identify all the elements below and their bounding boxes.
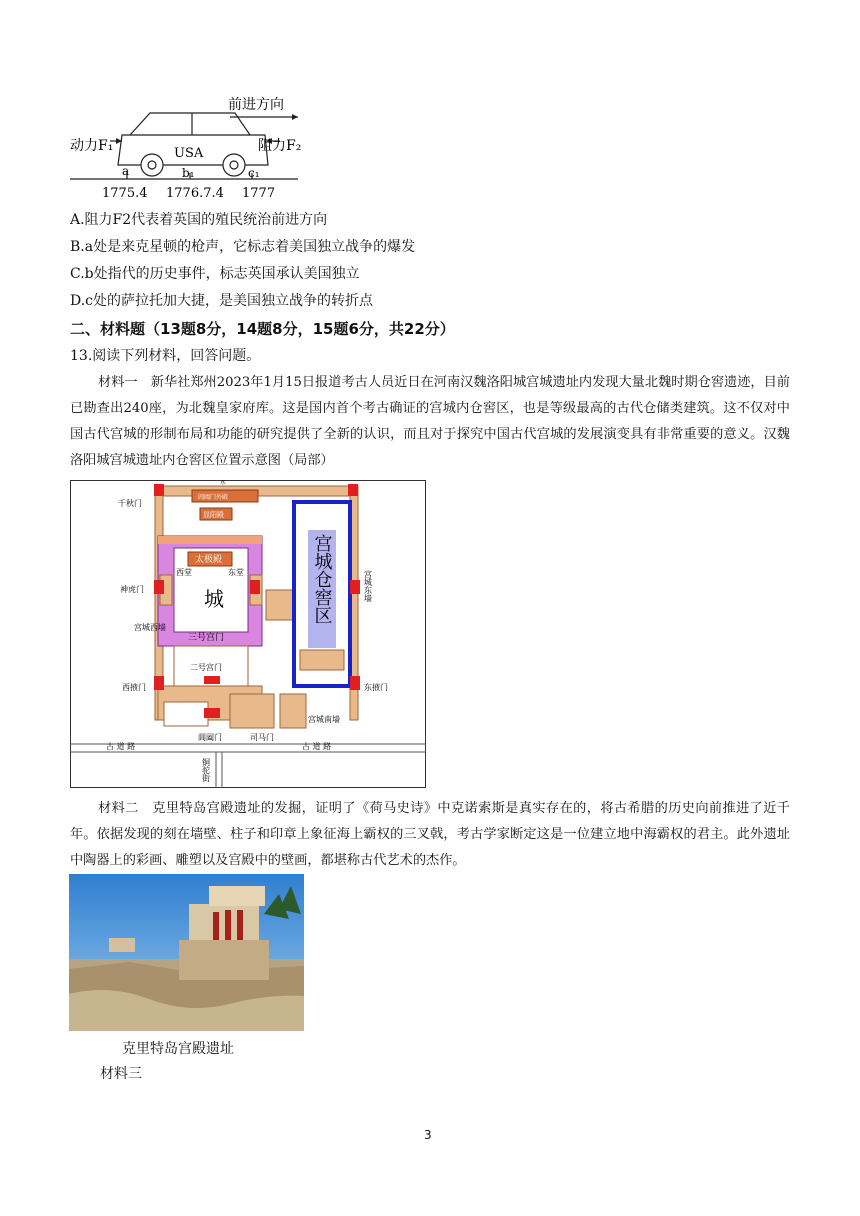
date-a: 1775.4 xyxy=(102,186,148,201)
material-one: 材料一 新华社郑州2023年1月15日报道考古人员近日在河南汉魏洛阳城宫城遗址内发现大量北魏时期仓窖遗迹，目前已勘查出240座，为北魏皇家府库。这是国内首个考古确证的宫城内仓窖区，也是等级最高的古代仓储类建筑。这不仅对中国古代宫城的形制布局和功能的研究提供了全新的认识，而且对于探究中国古代宫城的发展演变具有非常重要的意义。汉魏洛阳城宫城遗址内仓窖区位置示意图（局部） xyxy=(70,375,790,468)
photo-caption: 克里特岛宫殿遗址 xyxy=(122,1041,234,1057)
force2-label: 阻力F₂ xyxy=(258,138,302,154)
map-south-wall: 宫城南墙 xyxy=(308,715,340,724)
palace-granary-map xyxy=(70,480,426,788)
point-a: a xyxy=(122,164,130,178)
date-c: 1777 xyxy=(242,186,276,201)
material-three: 材料三 xyxy=(100,1066,142,1082)
map-east-hall: 东堂 xyxy=(228,568,244,577)
map-east-wall: 宫城东墙 xyxy=(363,570,373,602)
car-force-diagram xyxy=(70,95,310,205)
direction-label: 前进方向 xyxy=(228,97,284,113)
map-gate-ne: 阊阖门外殿 xyxy=(198,494,229,501)
force1-label: 动力F₁ xyxy=(70,138,114,154)
option-a: A.阻力F2代表着英国的殖民统治前进方向 xyxy=(70,212,328,228)
map-west-wall: 宫城西墙 xyxy=(134,623,166,632)
map-west-hall: 西堂 xyxy=(176,568,192,577)
section-heading: 二、材料题（13题8分，14题8分，15题6分，共22分） xyxy=(70,320,455,338)
map-yangfeng: 显阳殿 xyxy=(203,511,224,519)
map-west-ye: 西掖门 xyxy=(122,683,146,692)
map-changhe: 阊阖门 xyxy=(198,733,222,742)
question-13: 13.阅读下列材料，回答问题。 xyxy=(70,348,261,364)
point-b: b₁ xyxy=(182,166,195,180)
map-road-left: 古 道 路 xyxy=(106,742,136,751)
map-tongtuo: 铜驼街 xyxy=(201,758,211,782)
map-sima: 司马门 xyxy=(250,733,274,742)
map-gate3: 三号宫门 xyxy=(188,633,225,643)
material-two: 材料二 克里特岛宫殿遗址的发掘，证明了《荷马史诗》中克诺索斯是真实存在的，将古希腊的历史向前推进了近千年。依据发现的刻在墙壁、柱子和印章上象征海上霸权的三叉戟，考古学家断定这是一位建立地中海霸权的君主。此外遗址中陶器上的彩画、雕塑以及宫殿中的壁画，都堪称古代艺术的杰作。 xyxy=(70,801,790,868)
date-b: 1776.7.4 xyxy=(166,186,224,201)
map-east-ye: 东掖门 xyxy=(364,683,388,692)
map-shenhu: 神虎门 xyxy=(120,585,144,594)
map-top-label: 永 xyxy=(220,480,227,486)
option-d: D.c处的萨拉托加大捷，是美国独立战争的转折点 xyxy=(70,293,374,309)
knossos-photo xyxy=(69,874,304,1031)
map-gate2: 二号宫门 xyxy=(190,663,222,672)
map-road-right: 古 道 路 xyxy=(302,742,332,751)
map-gate-nw: 千秋门 xyxy=(118,499,142,508)
option-b: B.a处是来克星顿的枪声，它标志着美国独立战争的爆发 xyxy=(70,239,416,255)
option-c: C.b处指代的历史事件，标志英国承认美国独立 xyxy=(70,266,360,282)
map-granary: 宫城仓窖区 xyxy=(311,534,333,624)
map-city: 城 xyxy=(204,587,224,611)
car-text: USA xyxy=(174,146,204,161)
map-taiji: 太极殿 xyxy=(195,555,223,565)
page-number: 3 xyxy=(424,1128,432,1142)
point-c: c₁ xyxy=(248,166,260,180)
